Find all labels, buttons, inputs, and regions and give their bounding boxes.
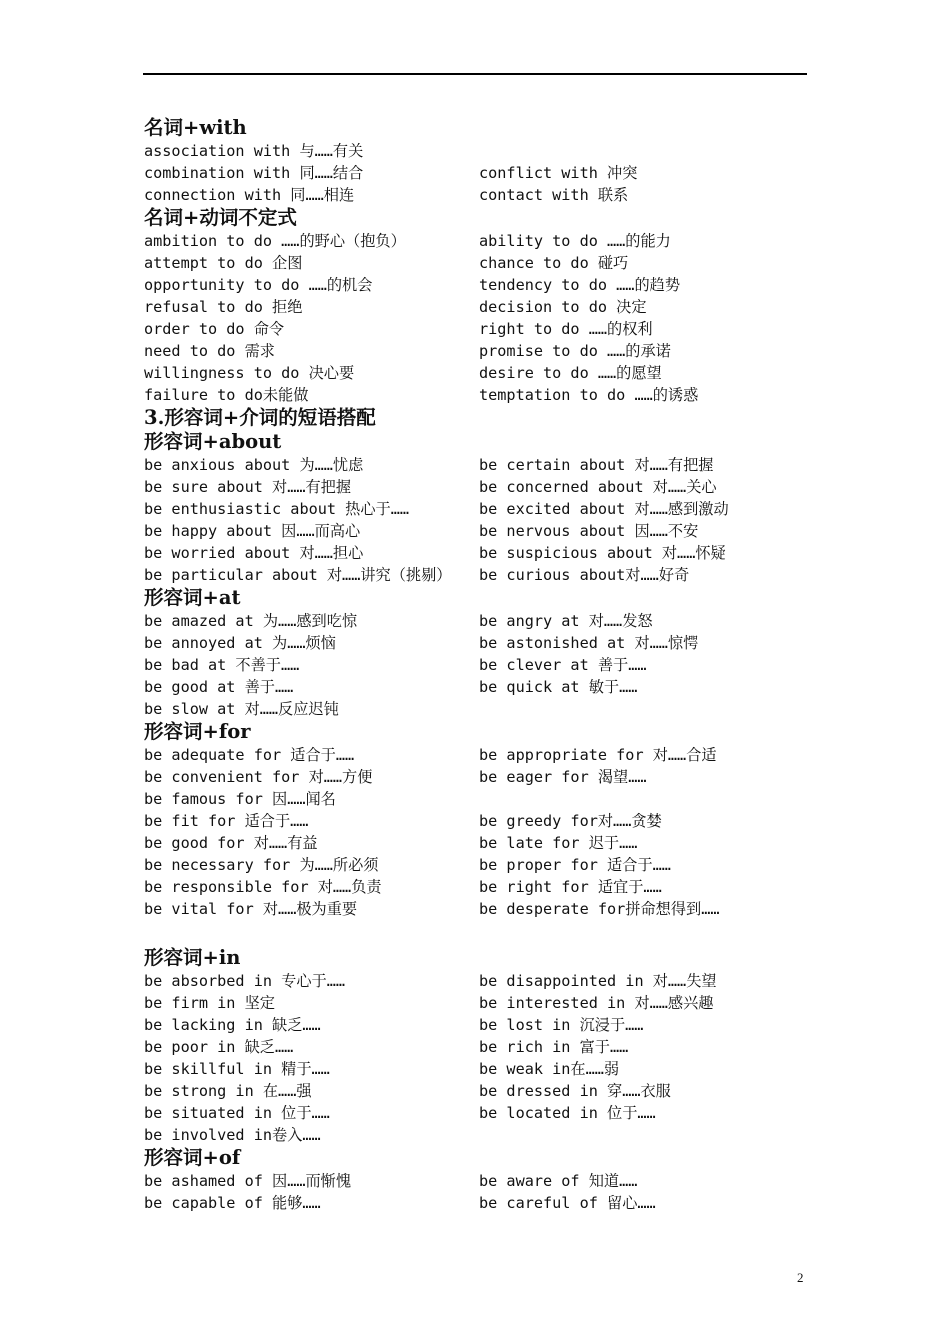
phrase-right: be rich in 富于…… — [479, 1038, 629, 1056]
phrase-left: be ashamed of 因……而惭愧 — [144, 1172, 352, 1190]
phrase-right: be angry at 对……发怒 — [479, 612, 653, 630]
phrase-left: be slow at 对……反应迟钝 — [144, 700, 339, 718]
phrase-right: be right for 适宜于…… — [479, 878, 662, 896]
phrase-left: be convenient for 对……方便 — [144, 768, 373, 786]
phrase-row — [144, 610, 804, 632]
section-heading: 名词+with — [144, 116, 247, 139]
phrase-right: be suspicious about 对……怀疑 — [479, 544, 726, 562]
phrase-left: be enthusiastic about 热心于…… — [144, 500, 410, 518]
phrase-right: be curious about对……好奇 — [479, 566, 690, 584]
phrase-right: be quick at 敏于…… — [479, 678, 638, 696]
phrase-right: conflict with 冲突 — [479, 164, 638, 182]
phrase-row — [144, 788, 804, 810]
phrase-left: be bad at 不善于…… — [144, 656, 300, 674]
phrase-row — [144, 362, 804, 384]
phrase-left: be involved in卷入…… — [144, 1126, 321, 1144]
document-body — [144, 116, 804, 1214]
phrase-right: be dressed in 穿……衣服 — [479, 1082, 671, 1100]
phrase-row — [144, 1170, 804, 1192]
phrase-row — [144, 1102, 804, 1124]
phrase-row — [144, 1058, 804, 1080]
page-number: 2 — [797, 1270, 804, 1285]
phrase-row — [144, 476, 804, 498]
phrase-row — [144, 1014, 804, 1036]
phrase-row — [144, 140, 804, 162]
phrase-right: be desperate for拼命想得到…… — [479, 900, 720, 918]
phrase-row — [144, 876, 804, 898]
phrase-right: be careful of 留心…… — [479, 1194, 656, 1212]
phrase-left: be fit for 适合于…… — [144, 812, 309, 830]
section-heading: 形容词+for — [144, 720, 251, 743]
phrase-right: promise to do ……的承诺 — [479, 342, 671, 360]
phrase-row — [144, 498, 804, 520]
section-heading: 形容词+about — [144, 430, 282, 453]
header-rule — [143, 73, 807, 75]
phrase-row — [144, 384, 804, 406]
phrase-left: be responsible for 对……负责 — [144, 878, 382, 896]
phrase-right: be lost in 沉浸于…… — [479, 1016, 644, 1034]
phrase-right: be late for 迟于…… — [479, 834, 638, 852]
phrase-left: need to do 需求 — [144, 342, 275, 360]
phrase-row — [144, 542, 804, 564]
phrase-right: desire to do ……的愿望 — [479, 364, 662, 382]
phrase-left: be annoyed at 为……烦恼 — [144, 634, 336, 652]
phrase-right: be located in 位于…… — [479, 1104, 656, 1122]
section-heading: 形容词+in — [144, 946, 241, 969]
phrase-right: be excited about 对……感到激动 — [479, 500, 729, 518]
phrase-row — [144, 296, 804, 318]
phrase-left: order to do 命令 — [144, 320, 285, 338]
phrase-row — [144, 676, 804, 698]
phrase-left: be skillful in 精于…… — [144, 1060, 330, 1078]
phrase-row — [144, 810, 804, 832]
phrase-left: be happy about 因……而高心 — [144, 522, 361, 540]
phrase-right: be astonished at 对……惊愕 — [479, 634, 699, 652]
section-heading: 3.形容词+介词的短语搭配 — [144, 406, 376, 429]
phrase-row — [144, 252, 804, 274]
phrase-row — [144, 992, 804, 1014]
phrase-left: be firm in 坚定 — [144, 994, 275, 1012]
phrase-row — [144, 898, 804, 920]
phrase-right: be eager for 渴望…… — [479, 768, 647, 786]
phrase-right: be concerned about 对……关心 — [479, 478, 717, 496]
phrase-left: be absorbed in 专心于…… — [144, 972, 346, 990]
phrase-row — [144, 832, 804, 854]
phrase-left: failure to do未能做 — [144, 386, 309, 404]
phrase-row — [144, 520, 804, 542]
section-gap — [144, 920, 804, 946]
phrase-right: be disappointed in 对……失望 — [479, 972, 717, 990]
phrase-row — [144, 230, 804, 252]
phrase-row — [144, 744, 804, 766]
phrase-right: temptation to do ……的诱惑 — [479, 386, 699, 404]
phrase-row — [144, 274, 804, 296]
phrase-left: ambition to do ……的野心（抱负） — [144, 232, 406, 250]
phrase-left: combination with 同……结合 — [144, 164, 364, 182]
phrase-row — [144, 698, 804, 720]
phrase-left: be anxious about 为……忧虑 — [144, 456, 364, 474]
phrase-left: be good at 善于…… — [144, 678, 294, 696]
phrase-left: attempt to do 企图 — [144, 254, 303, 272]
phrase-row — [144, 184, 804, 206]
phrase-right: be certain about 对……有把握 — [479, 456, 714, 474]
section-heading: 形容词+of — [144, 1146, 241, 1169]
phrase-right: be appropriate for 对……合适 — [479, 746, 717, 764]
phrase-row — [144, 1080, 804, 1102]
phrase-row — [144, 654, 804, 676]
phrase-left: be capable of 能够…… — [144, 1194, 321, 1212]
phrase-row — [144, 340, 804, 362]
section-heading: 形容词+at — [144, 586, 241, 609]
phrase-left: be poor in 缺乏…… — [144, 1038, 294, 1056]
phrase-left: willingness to do 决心要 — [144, 364, 355, 382]
phrase-left: be famous for 因……闻名 — [144, 790, 336, 808]
phrase-row — [144, 454, 804, 476]
phrase-right: decision to do 决定 — [479, 298, 647, 316]
phrase-right: be weak in在……弱 — [479, 1060, 620, 1078]
phrase-left: be strong in 在……强 — [144, 1082, 312, 1100]
phrase-row — [144, 1192, 804, 1214]
phrase-left: refusal to do 拒绝 — [144, 298, 303, 316]
phrase-left: be worried about 对……担心 — [144, 544, 364, 562]
phrase-left: connection with 同……相连 — [144, 186, 355, 204]
phrase-right: be clever at 善于…… — [479, 656, 647, 674]
phrase-right: right to do ……的权利 — [479, 320, 653, 338]
phrase-right: be proper for 适合于…… — [479, 856, 671, 874]
phrase-row — [144, 1036, 804, 1058]
phrase-left: be good for 对……有益 — [144, 834, 318, 852]
phrase-left: be vital for 对……极为重要 — [144, 900, 358, 918]
phrase-right: be nervous about 因……不安 — [479, 522, 699, 540]
phrase-row — [144, 854, 804, 876]
section-heading: 名词+动词不定式 — [144, 206, 297, 229]
phrase-right: contact with 联系 — [479, 186, 629, 204]
phrase-row — [144, 766, 804, 788]
phrase-right: tendency to do ……的趋势 — [479, 276, 681, 294]
phrase-left: be lacking in 缺乏…… — [144, 1016, 321, 1034]
phrase-left: be sure about 对……有把握 — [144, 478, 352, 496]
phrase-right: be greedy for对……贪婪 — [479, 812, 662, 830]
phrase-row — [144, 564, 804, 586]
phrase-left: be particular about 对……讲究（挑剔） — [144, 566, 452, 584]
phrase-left: be situated in 位于…… — [144, 1104, 330, 1122]
phrase-row — [144, 1124, 804, 1146]
phrase-right: ability to do ……的能力 — [479, 232, 671, 250]
phrase-right: be interested in 对……感兴趣 — [479, 994, 714, 1012]
phrase-right: be aware of 知道…… — [479, 1172, 638, 1190]
phrase-left: association with 与……有关 — [144, 142, 364, 160]
phrase-left: be necessary for 为……所必须 — [144, 856, 379, 874]
phrase-left: be amazed at 为……感到吃惊 — [144, 612, 358, 630]
phrase-row — [144, 970, 804, 992]
phrase-left: opportunity to do ……的机会 — [144, 276, 373, 294]
phrase-right: chance to do 碰巧 — [479, 254, 629, 272]
phrase-row — [144, 318, 804, 340]
phrase-left: be adequate for 适合于…… — [144, 746, 355, 764]
phrase-row — [144, 162, 804, 184]
phrase-row — [144, 632, 804, 654]
